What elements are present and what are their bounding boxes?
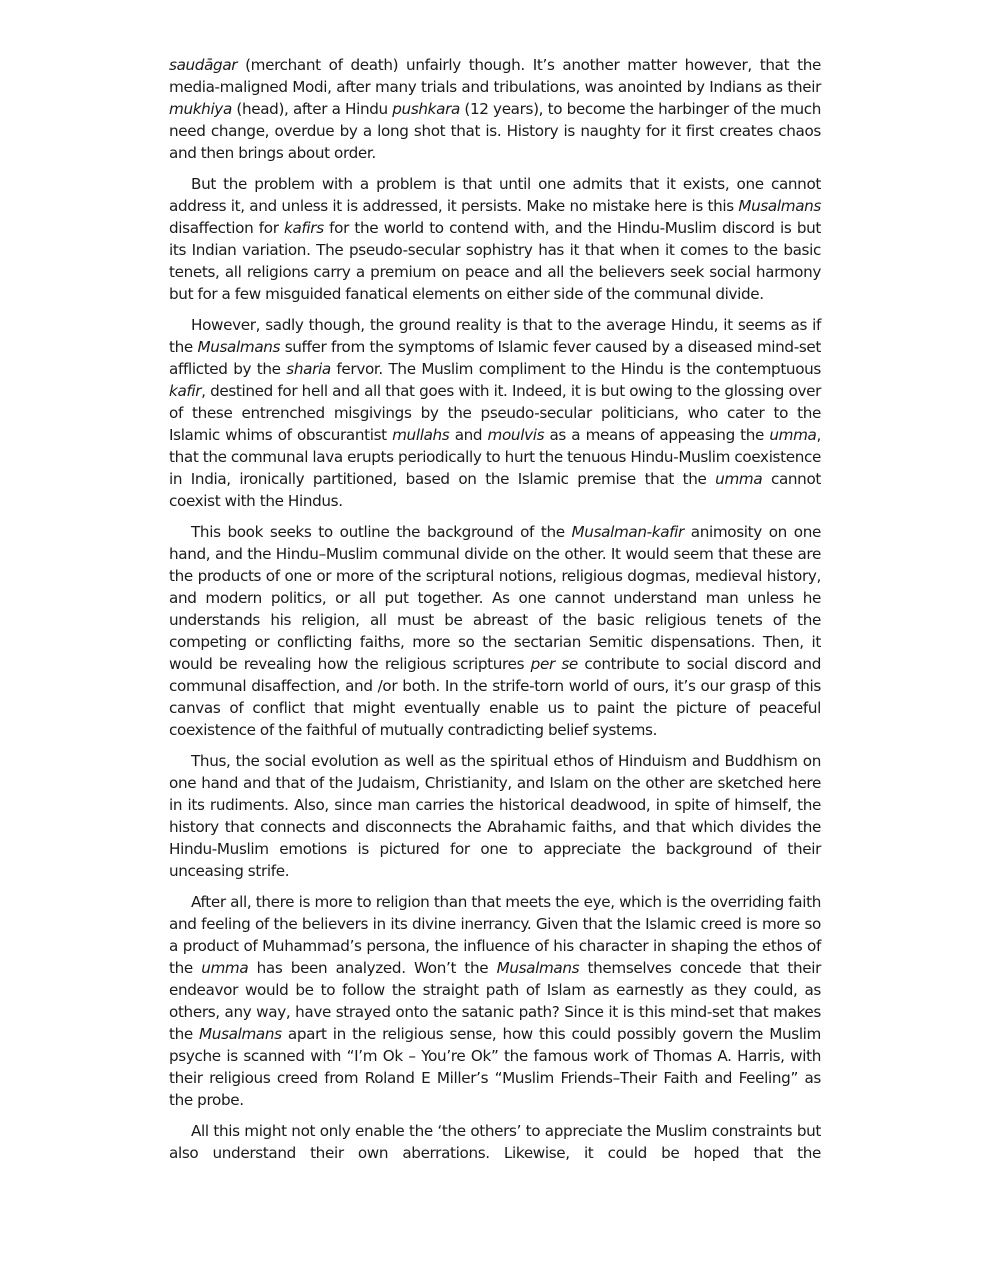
paragraph-2 [169,173,821,305]
paragraph-5 [169,750,821,882]
italic-term: saudāgar [169,56,238,74]
text-run: , that the communal lava erupts periodically to hurt the tenuous Hindu-Muslim coexistence in India, ironically partitioned, based on the Islamic premise that the [169,426,821,488]
text-run: This book seeks to outline the background of the [191,523,572,541]
text-run: as a means of appeasing the [544,426,770,444]
text-run: (12 years), to become the harbinger of the much need change, overdue by a long shot that is. History is naughty for it first creates chaos and then brings about order. [169,100,821,162]
text-run: apart in the religious sense, how this could possibly govern the Muslim psyche is scanned with “I’m Ok – You’re Ok” the famous work of Thomas A. Harris, with their religious creed from Roland E Miller’s “Muslim Friends–Their Faith and Feeling” as the probe. [169,1025,821,1109]
document-page [169,54,821,1164]
text-run: suffer from the symptoms of Islamic fever caused by a diseased mind-set afflicted by the [169,338,821,378]
text-run: themselves concede that their endeavor would be to follow the straight path of Islam as earnestly as they could, as others, any way, have strayed onto the satanic path? Since it is this mind-set that makes the [169,959,821,1043]
text-run: contribute to social discord and communal disaffection, and /or both. In the strife-torn world of ours, it’s our grasp of this canvas of conflict that might eventually enable us to paint the picture of peaceful coexistence of the faithful of mutually contradicting belief systems. [169,655,821,739]
text-run: But the problem with a problem is that until one admits that it exists, one cannot address it, and unless it is addressed, it persists. Make no mistake here is this [169,175,821,215]
text-run: and [449,426,488,444]
italic-term: umma [201,959,249,977]
text-run: , destined for hell and all that goes with it. Indeed, it is but owing to the glossing over of these entrenched misgivings by the pseudo-secular politicians, who cater to the Islamic whims of obscurantist [169,382,821,444]
italic-term: sharia [286,360,331,378]
text-run: (head), after a Hindu [231,100,393,118]
italic-term: mukhiya [169,100,232,118]
text-run: has been analyzed. Won’t the [248,959,497,977]
italic-term: moulvis [487,426,545,444]
paragraph-4 [169,521,821,741]
text-run: for the world to contend with, and the Hindu-Muslim discord is but its Indian variation. The pseudo-secular sophistry has it that when it comes to the basic tenets, all religions carry a premium on peace and all the believers seek social harmony but for a few misguided fanatical elements on either side of the communal divide. [169,219,822,303]
text-run: (merchant of death) unfairly though. It’s another matter however, that the media-maligned Modi, after many trials and tribulations, was anointed by Indians as their [169,56,821,96]
paragraph-6 [169,891,821,1111]
italic-term: Musalman-kafir [571,523,684,541]
italic-term: Musalmans [199,1025,282,1043]
italic-term: kafirs [284,219,324,237]
text-run: However, sadly though, the ground reality is that to the average Hindu, it seems as if the [169,316,821,356]
text-run: After all, there is more to religion than that meets the eye, which is the overriding faith and feeling of the believers in its divine inerrancy. Given that the Islamic creed is more so a product of Muhammad’s persona, the influence of his character in shaping the ethos of the [169,893,821,977]
text-run: Thus, the social evolution as well as the spiritual ethos of Hinduism and Buddhism on one hand and that of the Judaism, Christianity, and Islam on the other are sketched here in its rudiments. Also, since man carries the historical deadwood, in spite of himself, the history that connects and disconnects the Abrahamic faiths, and that which divides the Hindu-Muslim emotions is pictured for one to appreciate the background of their unceasing strife. [169,752,821,880]
italic-term: mullahs [392,426,450,444]
italic-term: umma [715,470,763,488]
text-run: All this might not only enable the ‘the others’ to appreciate the Muslim constraints but also understand their own aberrations. Likewise, it could be hoped that the [169,1122,821,1162]
italic-term: Musalmans [197,338,281,356]
text-run: animosity on one hand, and the Hindu–Muslim communal divide on the other. It would seem that these are the products of one or more of the scriptural notions, religious dogmas, medieval history, and modern politics, or all put together. As one cannot understand man unless he understands his religion, all must be abreast of the basic religious tenets of the competing or conflicting faiths, more so the sectarian Semitic dispensations. Then, it would be revealing how the religious scriptures [169,523,821,673]
italic-term: kafir [169,382,202,400]
italic-term: umma [769,426,817,444]
paragraph-3 [169,314,821,512]
text-run: disaffection for [169,219,285,237]
italic-term: pushkara [392,100,460,118]
italic-term: Musalmans [496,959,580,977]
text-run: cannot coexist with the Hindus. [169,470,821,510]
italic-term: per se [530,655,578,673]
paragraph-1 [169,54,821,164]
italic-term: Musalmans [738,197,821,215]
paragraph-7 [169,1120,821,1164]
text-run: fervor. The Muslim compliment to the Hindu is the contemptuous [330,360,821,378]
